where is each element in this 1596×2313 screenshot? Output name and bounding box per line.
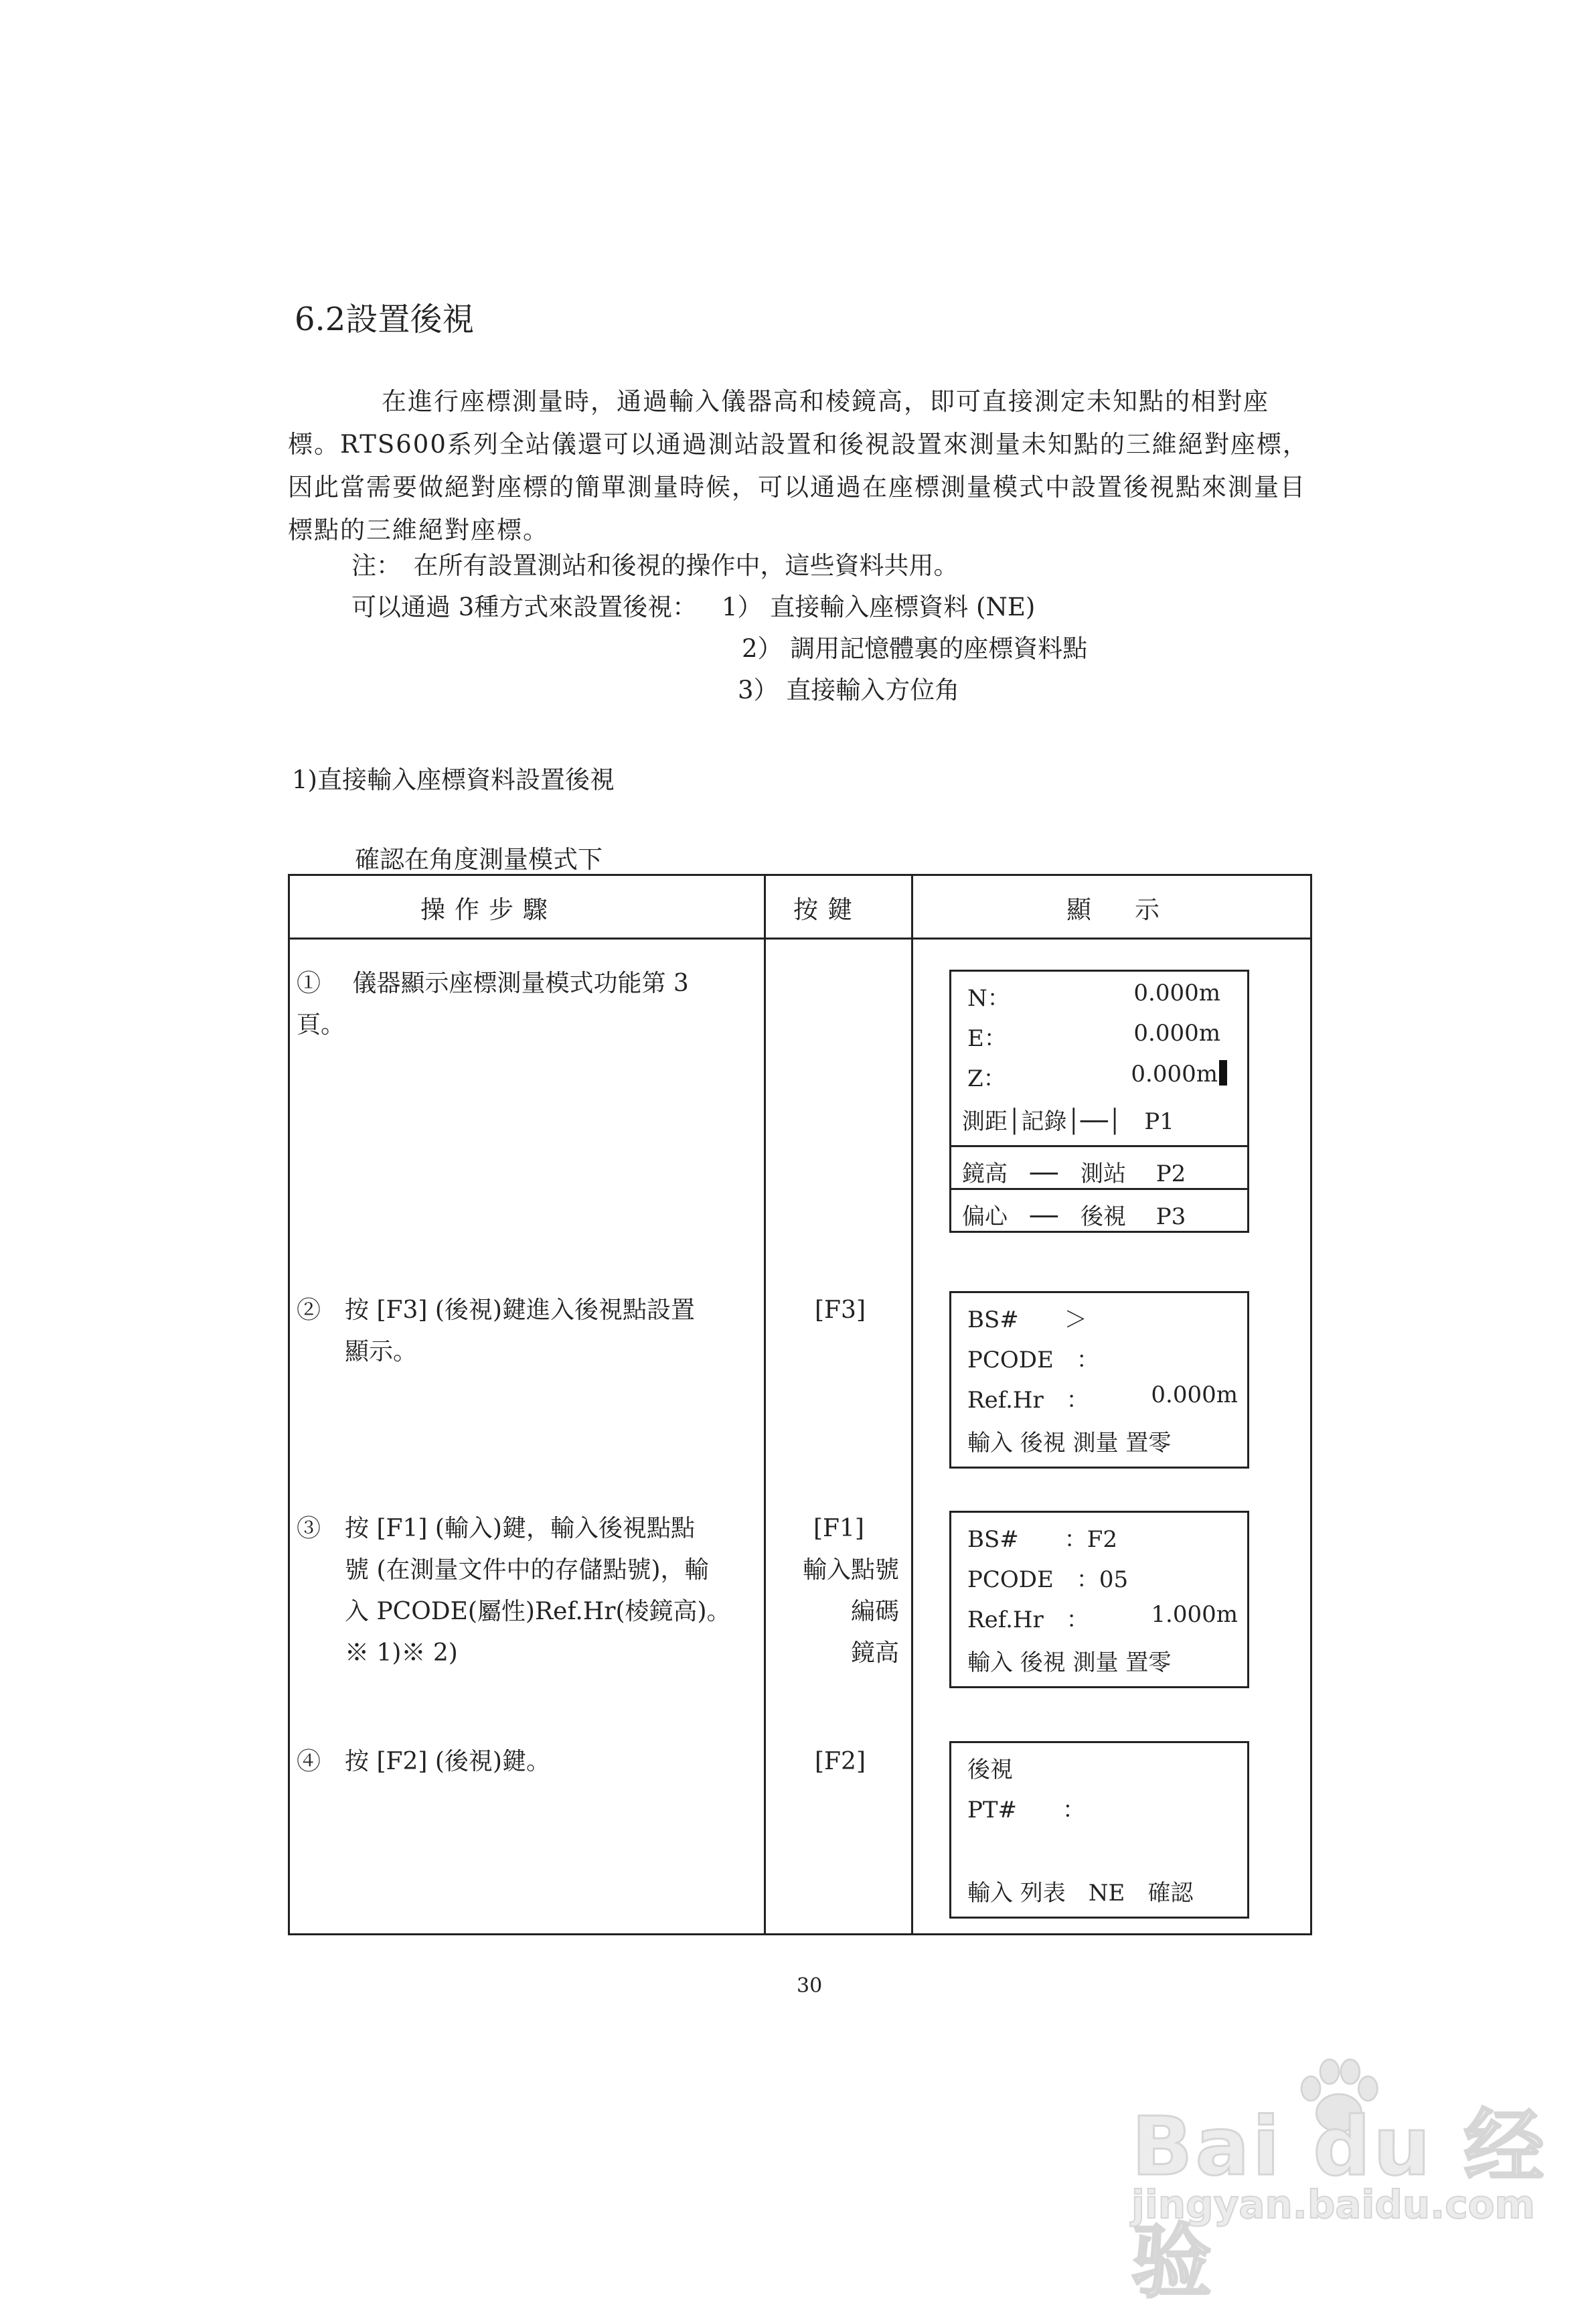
lcd-value-z-text: 0.000m [1131, 1061, 1218, 1088]
step-1-line: 頁。 [297, 1011, 345, 1039]
column-divider [764, 876, 766, 1933]
watermark-url: jingyan.baidu.com [1131, 2182, 1535, 2227]
key-f3: [F3] [815, 1296, 866, 1324]
method-2: 2） 調用記憶體裏的座標資料點 [742, 634, 1088, 663]
intro-paragraph: 在進行座標測量時，通過輸入儀器高和棱鏡高，即可直接測定未知點的相對座標。RTS600系列全站儀還可以通過測站設置和後視設置來測量未知點的三維絕對座標，因此當需要做絕對座標的簡單測量時候，可以通過在座標測量模式中設置後視點來測量目標點的三維絕對座標。 [288, 387, 1309, 544]
lcd-softkeys: 輸入 後視 測量 置零 [967, 1430, 1172, 1457]
lcd-value-refhr: 0.000m [1151, 1382, 1238, 1408]
lcd-label-e: E： [967, 1025, 1007, 1052]
confirm-mode: 確認在角度測量模式下 [355, 845, 603, 874]
lcd-label-n: N： [967, 985, 1010, 1012]
header-keys: 按鍵 [793, 895, 862, 924]
lcd-value-e: 0.000m [1133, 1020, 1220, 1047]
lcd-menu-p3-box [949, 1188, 1249, 1233]
lcd-label-pcode: PCODE ：05 [967, 1566, 1129, 1593]
lcd-screen-4 [949, 1741, 1249, 1919]
step-1 [297, 963, 689, 1046]
method-1: 1） 直接輸入座標資料 (NE) [722, 593, 1036, 621]
step-3-line: 號 (在測量文件中的存儲點號)，輸 [297, 1556, 709, 1584]
key-f1: [F1] [813, 1515, 864, 1542]
lcd-value-refhr: 1.000m [1151, 1601, 1238, 1628]
lcd-label-refhr: Ref.Hr ： [967, 1387, 1089, 1414]
step-2 [297, 1290, 695, 1373]
lcd-menu-p1: 測距│記錄│──│ P1 [962, 1108, 1174, 1135]
lcd-label-pt: PT# ： [967, 1797, 1086, 1823]
key-code: 編碼 [850, 1598, 899, 1625]
text-cursor [1219, 1060, 1227, 1086]
subsection-title: 1)直接輸入座標資料設置後視 [292, 765, 615, 794]
lcd-screen-1 [949, 970, 1249, 1147]
lcd-screen-3 [949, 1511, 1249, 1688]
lcd-value-z [1131, 1060, 1227, 1088]
header-steps: 操作步驟 [420, 895, 557, 924]
lcd-label-refhr: Ref.Hr ： [967, 1607, 1089, 1633]
lcd-label-bs: BS# ：F2 [967, 1526, 1117, 1553]
method-3: 3） 直接輸入方位角 [738, 676, 960, 704]
note: 注： 在所有設置測站和後視的操作中，這些資料共用。 [351, 551, 959, 580]
section-title: 6.2設置後視 [295, 301, 475, 338]
lcd-label-z: Z： [967, 1065, 1006, 1092]
keys-step-3 [779, 1508, 899, 1674]
lcd-label-backsight: 後視 [967, 1757, 1013, 1783]
column-divider [911, 876, 913, 1933]
lcd-label-bs: BS# ＞ [967, 1307, 1087, 1333]
key-input-point: 輸入點號 [802, 1556, 899, 1584]
step-3-line: ③ 按 [F1] (輸入)鍵，輸入後視點點 [297, 1515, 695, 1542]
step-4-line: ④ 按 [F2] (後視)鍵。 [297, 1748, 550, 1775]
header-divider [290, 938, 1310, 940]
lcd-screen-2 [949, 1291, 1249, 1469]
key-prism-height: 鏡高 [850, 1639, 899, 1667]
methods-intro: 可以通過 3種方式來設置後視： [351, 593, 698, 621]
step-2-line: 顯示。 [297, 1338, 418, 1365]
watermark-brand: Bai du 经验 [1131, 2101, 1547, 2309]
lcd-menu-p2-box [949, 1145, 1249, 1190]
procedure-table [288, 874, 1312, 1935]
step-3-line: 入 PCODE(屬性)Ref.Hr(棱鏡高)。 [297, 1598, 731, 1625]
lcd-menu-p2: 鏡高 ── 測站 P2 [962, 1161, 1186, 1187]
step-3-line: ※ 1)※ 2) [297, 1639, 458, 1667]
key-f2: [F2] [815, 1748, 866, 1775]
lcd-softkeys: 輸入 後視 測量 置零 [967, 1649, 1172, 1676]
step-4 [297, 1741, 550, 1783]
step-1-line: ① 儀器顯示座標測量模式功能第 3 [297, 970, 689, 997]
step-2-line: ② 按 [F3] (後視)鍵進入後視點設置 [297, 1296, 695, 1324]
lcd-value-n: 0.000m [1133, 980, 1220, 1006]
lcd-label-pcode: PCODE ： [967, 1347, 1099, 1373]
header-display: 顯 示 [1066, 895, 1169, 924]
step-3 [297, 1508, 731, 1674]
page-number: 30 [797, 1974, 823, 1998]
lcd-softkeys: 輸入 列表 NE 確認 [967, 1880, 1194, 1907]
lcd-menu-p3: 偏心 ── 後視 P3 [962, 1203, 1186, 1230]
